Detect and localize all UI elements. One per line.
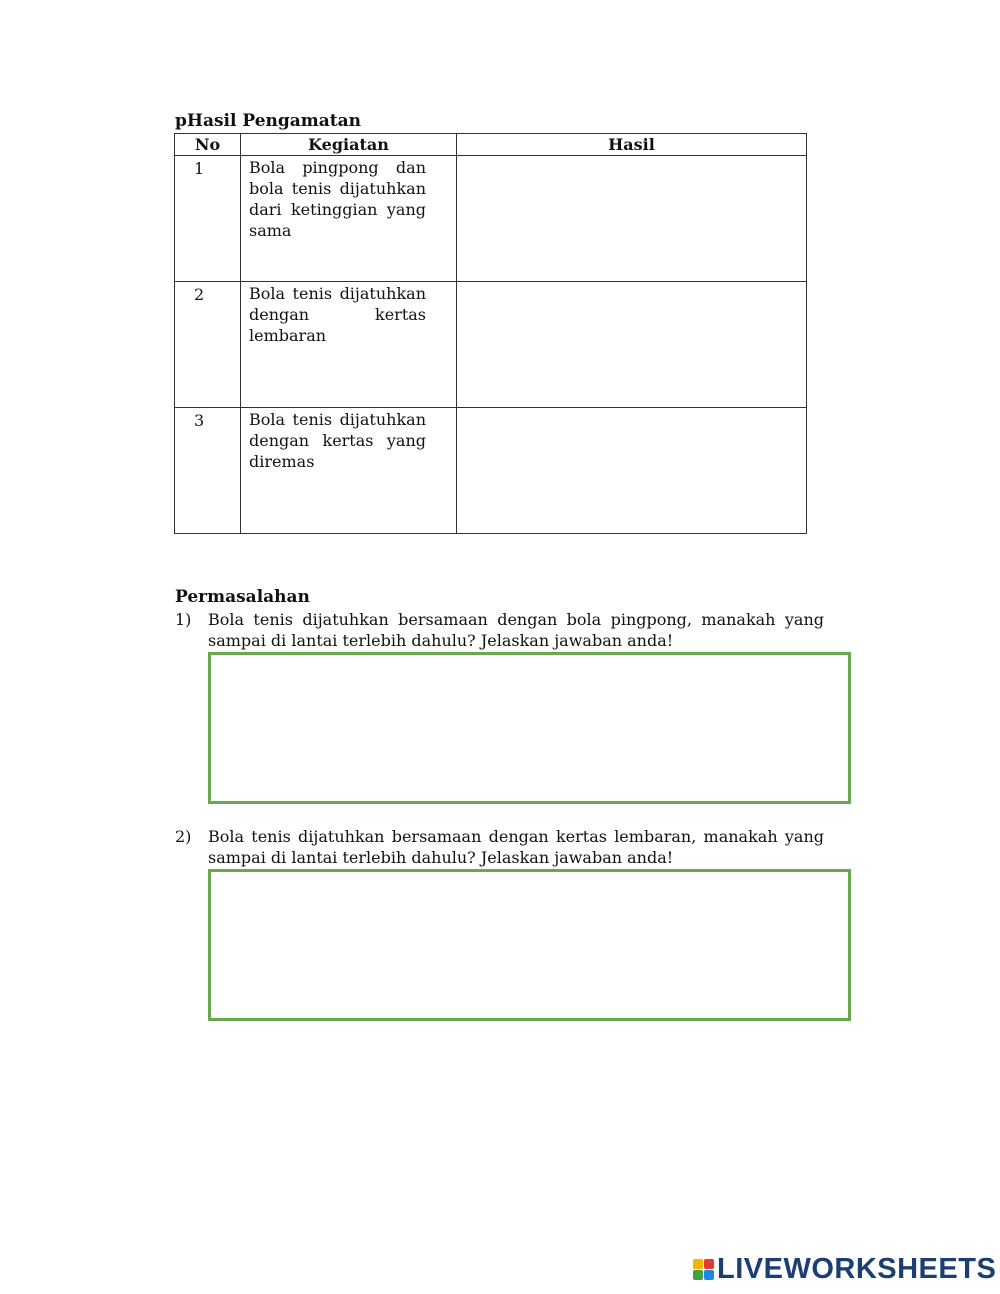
logo-square-i	[704, 1259, 714, 1269]
header-hasil: Hasil	[457, 134, 807, 156]
logo-square-v	[693, 1270, 703, 1280]
liveworksheets-logo-icon	[693, 1259, 714, 1280]
logo-text: LIVEWORKSHEETS	[717, 1253, 997, 1285]
row-number: 2	[175, 282, 241, 408]
table-header-row	[175, 134, 807, 156]
row-hasil-input[interactable]	[457, 408, 807, 534]
header-no: No	[175, 134, 241, 156]
row-hasil-input[interactable]	[457, 156, 807, 282]
table-row	[175, 156, 807, 282]
header-kegiatan: Kegiatan	[241, 134, 457, 156]
logo-square-l	[693, 1259, 703, 1269]
row-kegiatan: Bola tenis dijatuhkan dengan kertas lembaran	[241, 282, 457, 408]
section-title: Permasalahan	[175, 587, 310, 607]
question-number: 2)	[175, 827, 192, 846]
logo-square-e	[704, 1270, 714, 1280]
row-number: 3	[175, 408, 241, 534]
answer-box-2[interactable]	[208, 869, 851, 1021]
row-number: 1	[175, 156, 241, 282]
row-kegiatan: Bola pingpong dan bola tenis dijatuhkan dari ketinggian yang sama	[241, 156, 457, 282]
table-row	[175, 282, 807, 408]
question-2	[175, 826, 824, 868]
question-1	[175, 609, 824, 651]
observation-table	[174, 133, 807, 534]
row-kegiatan: Bola tenis dijatuhkan dengan kertas yang diremas	[241, 408, 457, 534]
page-title: pHasil Pengamatan	[175, 111, 362, 131]
answer-box-1[interactable]	[208, 652, 851, 804]
row-hasil-input[interactable]	[457, 282, 807, 408]
table-row	[175, 408, 807, 534]
question-text: Bola tenis dijatuhkan bersamaan dengan kertas lembaran, manakah yang sampai di lantai terlebih dahulu? Jelaskan jawaban anda!	[208, 827, 824, 867]
question-text: Bola tenis dijatuhkan bersamaan dengan bola pingpong, manakah yang sampai di lantai terlebih dahulu? Jelaskan jawaban anda!	[208, 610, 824, 650]
question-number: 1)	[175, 610, 192, 629]
liveworksheets-logo	[693, 1254, 996, 1284]
